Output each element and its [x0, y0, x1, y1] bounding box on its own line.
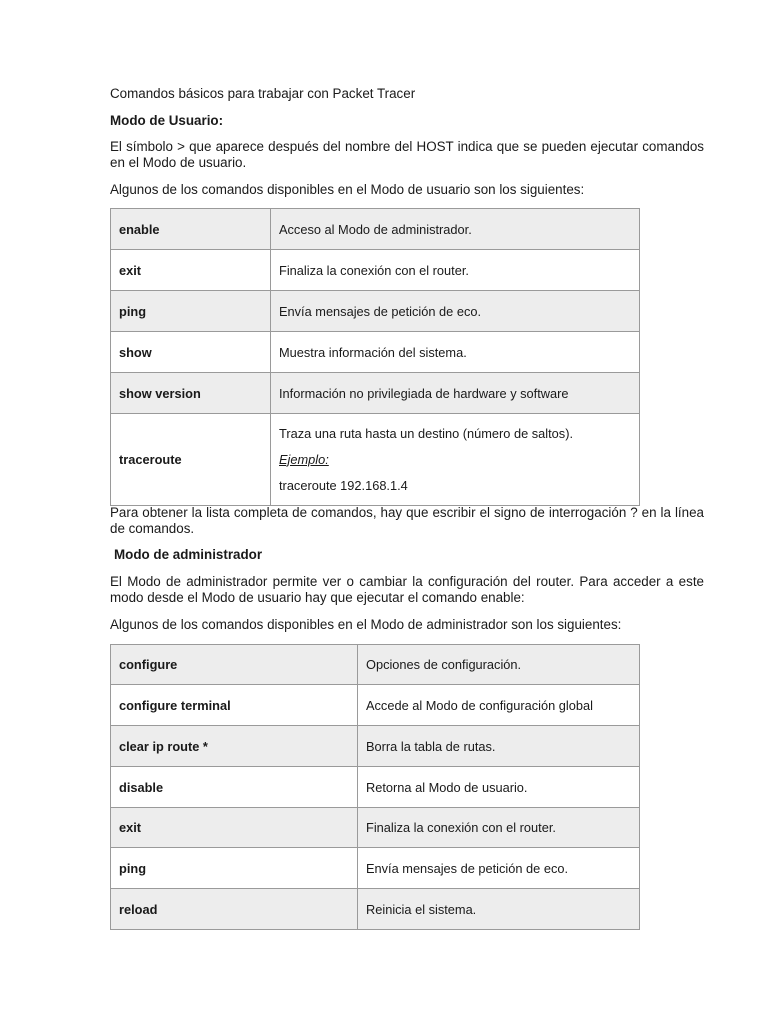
command-name: disable: [111, 767, 358, 808]
traceroute-description: Traza una ruta hasta un destino (número de saltos).: [279, 425, 574, 441]
example-label: Ejemplo:: [279, 451, 329, 467]
command-description: Envía mensajes de petición de eco.: [271, 291, 640, 332]
command-description: Acceso al Modo de administrador.: [271, 209, 640, 250]
command-description: Accede al Modo de configuración global: [358, 685, 640, 726]
command-name: traceroute: [111, 414, 271, 506]
command-description: Finaliza la conexión con el router.: [358, 808, 640, 848]
user-mode-heading: Modo de Usuario:: [110, 113, 224, 128]
table-row: [111, 889, 640, 930]
table-row: [111, 332, 640, 373]
command-name: ping: [111, 848, 358, 889]
command-description: Reinicia el sistema.: [358, 889, 640, 930]
command-description: Opciones de configuración.: [358, 645, 640, 685]
command-name: show version: [111, 373, 271, 414]
table-row: [111, 209, 640, 250]
command-description: [271, 414, 640, 506]
table-row: [111, 291, 640, 332]
table-row: [111, 726, 640, 767]
command-name: configure: [111, 645, 358, 685]
table-row: [111, 645, 640, 685]
user-mode-footer: Para obtener la lista completa de comandos, hay que escribir el signo de interrogación ? en la línea de comandos.: [110, 505, 704, 536]
command-name: exit: [111, 250, 271, 291]
command-name: exit: [111, 808, 358, 848]
command-description: Información no privilegiada de hardware y software: [271, 373, 640, 414]
command-description: Retorna al Modo de usuario.: [358, 767, 640, 808]
table-row: [111, 808, 640, 848]
admin-mode-intro: El Modo de administrador permite ver o cambiar la configuración del router. Para acceder a este modo desde el Modo de usuario hay que ejecutar el comando enable:: [110, 574, 704, 605]
command-name: enable: [111, 209, 271, 250]
user-mode-list-intro: Algunos de los comandos disponibles en el Modo de usuario son los siguientes:: [110, 182, 585, 197]
command-name: clear ip route *: [111, 726, 358, 767]
command-description: Envía mensajes de petición de eco.: [358, 848, 640, 889]
document-title: Comandos básicos para trabajar con Packet Tracer: [110, 86, 416, 101]
command-name: configure terminal: [111, 685, 358, 726]
example-command: traceroute 192.168.1.4: [279, 477, 408, 493]
admin-mode-commands-table: [110, 644, 640, 930]
table-row: [111, 685, 640, 726]
command-name: show: [111, 332, 271, 373]
admin-mode-heading: Modo de administrador: [114, 547, 263, 562]
table-row: [111, 848, 640, 889]
command-name: ping: [111, 291, 271, 332]
command-description: Muestra información del sistema.: [271, 332, 640, 373]
user-mode-intro: El símbolo > que aparece después del nombre del HOST indica que se pueden ejecutar comandos en el Modo de usuario.: [110, 139, 704, 170]
command-description: Finaliza la conexión con el router.: [271, 250, 640, 291]
table-row: [111, 373, 640, 414]
table-row: [111, 414, 640, 506]
table-row: [111, 250, 640, 291]
admin-mode-list-intro: Algunos de los comandos disponibles en el Modo de administrador son los siguientes:: [110, 617, 622, 632]
user-mode-commands-table: [110, 208, 640, 506]
command-description: Borra la tabla de rutas.: [358, 726, 640, 767]
command-name: reload: [111, 889, 358, 930]
table-row: [111, 767, 640, 808]
